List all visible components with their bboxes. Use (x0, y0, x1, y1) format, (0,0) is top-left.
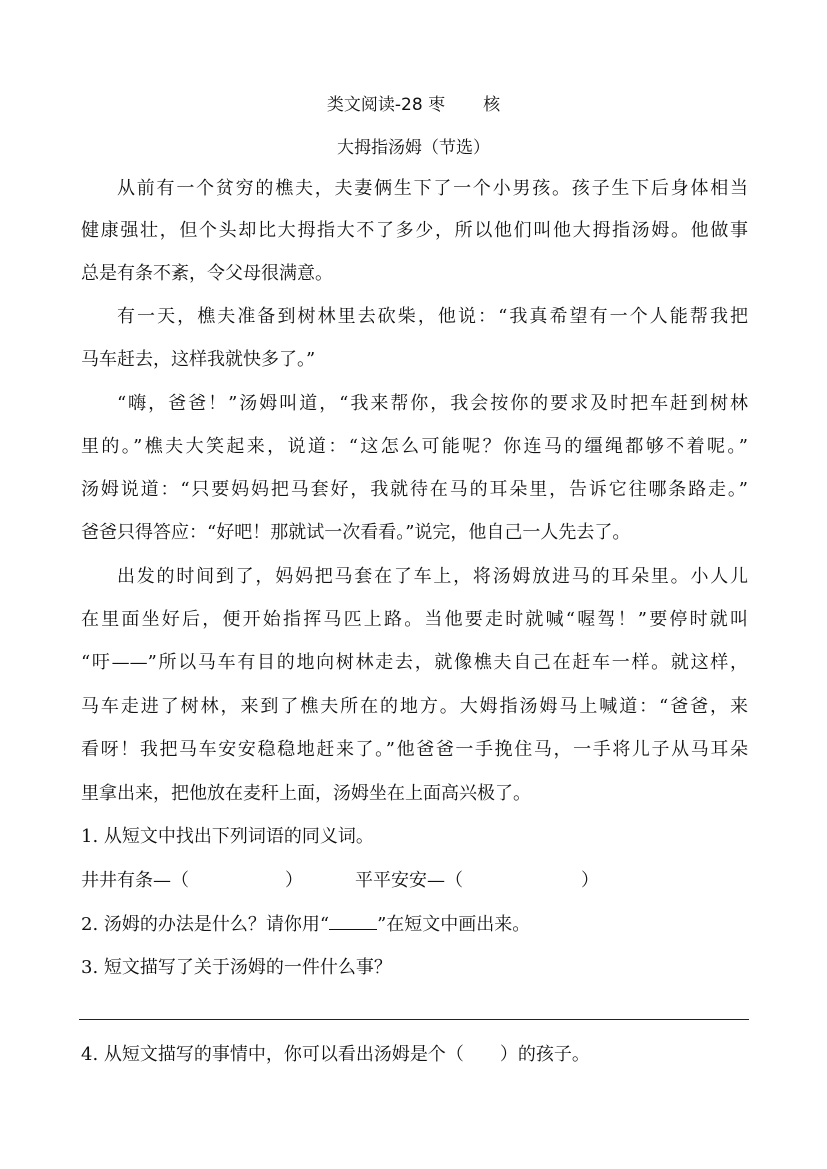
passage-line: “吁——”所以马车有目的地向树林走去，就像樵夫自己在赶车一样。就这样， (81, 652, 748, 673)
passage-line: 里拿出来，把他放在麦秆上面，汤姆坐在上面高兴极了。 (81, 783, 531, 804)
answer-line-3[interactable] (79, 1019, 749, 1020)
passage-title: 大拇指汤姆（节选） (337, 138, 490, 158)
synonym-prompt-2: 平平安安—（ (355, 870, 463, 891)
passage-line: 马车赶去，这样我就快多了。” (81, 349, 316, 370)
passage-line: 汤姆说道：“只要妈妈把马套好，我就待在马的耳朵里，告诉它往哪条路走。” (81, 479, 748, 500)
synonym-prompt-1: 井井有条—（ (81, 870, 189, 891)
passage-line: 在里面坐好后，便开始指挥马匹上路。当他要走时就喊“喔驾！”要停时就叫 (81, 609, 748, 630)
passage-line: 出发的时间到了，妈妈把马套在了车上，将汤姆放进马的耳朵里。小人儿 (117, 566, 748, 587)
question-3: 3. 短文描写了关于汤姆的一件什么事？ (81, 957, 392, 978)
passage-line: 健康强壮，但个头却比大拇指大不了多少，所以他们叫他大拇指汤姆。他做事 (81, 220, 748, 241)
question-1: 1. 从短文中找出下列词语的同义词。 (81, 826, 374, 847)
passage-line: 总是有条不紊，令父母很满意。 (81, 263, 333, 284)
passage-line: 有一天，樵夫准备到树林里去砍柴，他说：“我真希望有一个人能帮我把 (117, 306, 748, 327)
passage-line: 马车走进了树林，来到了樵夫所在的地方。大姆指汤姆马上喊道：“爸爸，来 (81, 696, 748, 717)
underline-sample (329, 913, 377, 930)
title-char: 核 (483, 95, 501, 115)
question-1-answers: 井井有条—（ ） 平平安安—（ ） (81, 870, 599, 891)
passage-line: 看呀！我把马车安安稳稳地赶来了。”他爸爸一手挽住马，一手将儿子从马耳朵 (81, 739, 748, 760)
worksheet-title (0, 90, 827, 115)
question-2: 2. 汤姆的办法是什么？请你用“ ”在短文中画出来。 (81, 914, 531, 935)
title-text: 类文阅读-28 枣 (326, 95, 446, 115)
passage-line: 爸爸只得答应：“好吧！那就试一次看看。”说完，他自己一人先去了。 (81, 522, 631, 543)
passage-line: “嗨，爸爸！”汤姆叫道，“我来帮你，我会按你的要求及时把车赶到树林 (117, 393, 748, 414)
passage-line: 里的。”樵夫大笑起来，说道：“这怎么可能呢？你连马的缰绳都够不着呢。” (81, 436, 748, 457)
question-4: 4. 从短文描写的事情中，你可以看出汤姆是个（ ）的孩子。 (81, 1044, 590, 1065)
passage-line: 从前有一个贫穷的樵夫，夫妻俩生下了一个小男孩。孩子生下后身体相当 (117, 178, 748, 199)
